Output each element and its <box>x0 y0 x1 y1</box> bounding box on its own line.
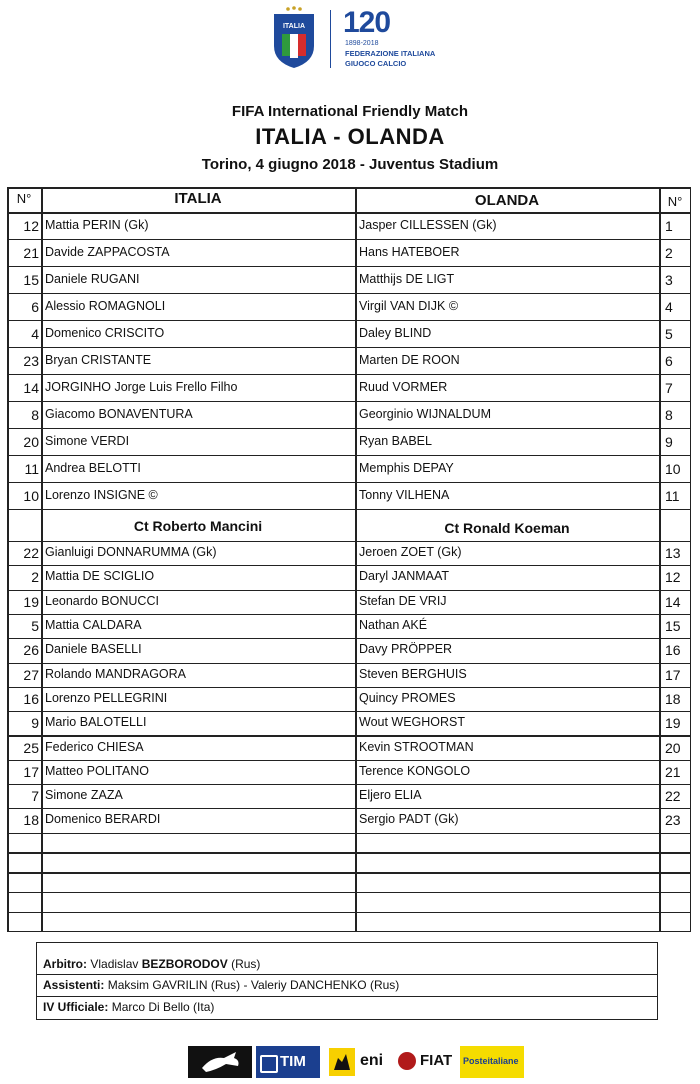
olanda-player-number: 7 <box>665 379 673 396</box>
crest-text: ITALIA <box>282 23 306 30</box>
italy-player-name: Simone VERDI <box>45 433 130 448</box>
olanda-player-name: Tonny VILHENA <box>359 487 450 502</box>
officials-box <box>36 942 658 1020</box>
table-row-line <box>7 455 691 456</box>
table-row-line <box>7 711 691 712</box>
olanda-player-name: Memphis DEPAY <box>359 460 454 475</box>
table-row-line <box>7 401 691 402</box>
olanda-player-number: 11 <box>665 487 680 504</box>
eni-text: eni <box>360 1052 384 1069</box>
olanda-player-name: Eljero ELIA <box>359 788 422 803</box>
olanda-player-number: 5 <box>665 325 673 342</box>
italy-player-number: 25 <box>23 739 39 756</box>
olanda-player-name: Daryl JANMAAT <box>359 569 450 584</box>
italy-player-number: 18 <box>23 812 39 829</box>
italy-player-name: Federico CHIESA <box>45 739 144 754</box>
federation-line2: GIUOCO CALCIO <box>345 59 407 68</box>
table-coach-line <box>7 541 691 542</box>
italy-player-name: Domenico BERARDI <box>45 812 161 827</box>
olanda-player-number: 9 <box>665 433 673 450</box>
competition-title: FIFA International Friendly Match <box>231 103 469 120</box>
poste-text: Posteitaliane <box>463 1056 519 1066</box>
olanda-player-number: 2 <box>665 244 673 261</box>
anniversary-number: 120 <box>343 6 391 39</box>
table-row-line <box>7 347 691 348</box>
italy-player-name: Mattia CALDARA <box>45 618 142 633</box>
team-right-header: OLANDA <box>474 192 540 209</box>
italy-player-number: 6 <box>31 298 39 315</box>
italy-player-number: 17 <box>23 763 39 780</box>
italy-player-name: Giacomo BONAVENTURA <box>45 406 193 421</box>
referee-row <box>43 957 260 971</box>
italy-player-number: 2 <box>31 569 39 586</box>
olanda-player-number: 4 <box>665 298 673 315</box>
eni-dog-icon <box>328 1046 356 1078</box>
olanda-player-name: Matthijs DE LIGT <box>359 271 455 286</box>
olanda-player-number: 17 <box>665 666 681 683</box>
team-left-header: ITALIA <box>174 190 222 207</box>
fourth-official-value: Marco Di Bello (Ita) <box>111 1000 215 1014</box>
referee-surname: BEZBORODOV <box>141 957 228 971</box>
federation-line1: FEDERAZIONE ITALIANA <box>345 49 436 58</box>
olanda-player-number: 19 <box>665 715 681 732</box>
assistants-label: Assistenti: <box>43 978 105 992</box>
olanda-player-name: Davy PRÖPPER <box>359 642 453 657</box>
italy-player-number: 19 <box>23 593 39 610</box>
referee-country: (Rus) <box>231 957 261 971</box>
olanda-player-name: Georginio WIJNALDUM <box>359 406 491 421</box>
italy-player-number: 23 <box>23 352 39 369</box>
italy-player-number: 14 <box>23 379 39 396</box>
italy-player-number: 12 <box>23 217 39 234</box>
olanda-player-number: 23 <box>665 812 681 829</box>
olanda-player-number: 13 <box>665 545 681 562</box>
italy-player-name: Bryan CRISTANTE <box>45 352 152 367</box>
officials-divider <box>37 974 657 975</box>
table-column-line <box>659 187 661 932</box>
italy-player-name: Gianluigi DONNARUMMA (Gk) <box>45 545 217 560</box>
table-row-line <box>7 833 691 834</box>
table-row-line <box>7 735 691 736</box>
num-header-left: N° <box>16 191 32 206</box>
italy-player-name: Leonardo BONUCCI <box>45 593 159 608</box>
italy-player-name: Simone ZAZA <box>45 788 123 803</box>
table-row-line <box>7 428 691 429</box>
olanda-player-number: 14 <box>665 593 681 610</box>
puma-logo <box>188 1046 252 1078</box>
table-row-line <box>7 565 691 566</box>
olanda-player-number: 16 <box>665 642 681 659</box>
table-header-line <box>7 212 691 214</box>
italy-player-name: Mattia PERIN (Gk) <box>45 217 149 232</box>
italy-player-name: Mario BALOTELLI <box>45 715 147 730</box>
olanda-player-number: 12 <box>665 569 681 586</box>
olanda-player-name: Stefan DE VRIJ <box>359 593 447 608</box>
table-row-line <box>7 509 691 510</box>
italy-player-name: Lorenzo INSIGNE © <box>45 487 158 502</box>
olanda-player-name: Marten DE ROON <box>359 352 460 367</box>
olanda-player-name: Terence KONGOLO <box>359 763 471 778</box>
table-row-line <box>7 872 691 873</box>
table-row-line <box>7 663 691 664</box>
italy-player-number: 4 <box>31 325 39 342</box>
italy-player-name: Daniele BASELLI <box>45 642 142 657</box>
table-column-line <box>41 187 43 932</box>
italy-player-number: 7 <box>31 788 39 805</box>
assistants-value: Maksim GAVRILIN (Rus) - Valeriy DANCHENKO (Rus) <box>107 978 400 992</box>
italy-player-name: JORGINHO Jorge Luis Frello Filho <box>45 379 238 394</box>
italy-player-name: Daniele RUGANI <box>45 271 140 286</box>
officials-divider <box>37 996 657 997</box>
table-border-top <box>7 187 691 189</box>
italy-player-name: Rolando MANDRAGORA <box>45 666 187 681</box>
italy-player-number: 22 <box>23 545 39 562</box>
olanda-player-number: 8 <box>665 406 673 423</box>
eni-logo <box>326 1046 390 1078</box>
olanda-player-name: Quincy PROMES <box>359 690 456 705</box>
table-row-line <box>7 912 691 913</box>
table-row-line <box>7 638 691 639</box>
table-row-line <box>7 320 691 321</box>
table-row-line <box>7 482 691 483</box>
italy-player-name: Domenico CRISCITO <box>45 325 165 340</box>
italy-player-number: 8 <box>31 406 39 423</box>
italy-player-name: Mattia DE SCIGLIO <box>45 569 155 584</box>
table-row-line <box>7 293 691 294</box>
poste-logo <box>460 1046 524 1078</box>
sponsor-bar <box>0 1046 700 1082</box>
olanda-player-number: 22 <box>665 788 681 805</box>
italy-player-number: 11 <box>24 460 39 477</box>
anniversary-logo <box>343 6 439 70</box>
italy-player-name: Davide ZAPPACOSTA <box>45 244 170 259</box>
match-title: ITALIA - OLANDA <box>255 124 445 149</box>
olanda-player-number: 20 <box>665 739 681 756</box>
italy-player-number: 27 <box>23 666 39 683</box>
table-row-line <box>7 852 691 853</box>
italy-player-number: 9 <box>31 715 39 732</box>
logo-divider <box>330 10 331 68</box>
italy-player-number: 21 <box>23 244 39 261</box>
table-row-line <box>7 760 691 761</box>
figc-crest-logo <box>271 4 317 70</box>
referee-label: Arbitro: <box>43 957 87 971</box>
italy-player-name: Lorenzo PELLEGRINI <box>45 690 168 705</box>
tim-logo <box>256 1046 320 1078</box>
olanda-player-number: 1 <box>665 217 673 234</box>
olanda-player-name: Jasper CILLESSEN (Gk) <box>359 217 497 232</box>
italy-player-number: 15 <box>23 271 39 288</box>
olanda-player-name: Ruud VORMER <box>359 379 448 394</box>
fourth-official-row <box>43 1000 214 1014</box>
olanda-player-number: 15 <box>665 618 681 635</box>
puma-cat-icon <box>188 1046 252 1078</box>
coach-right: Ct Ronald Koeman <box>444 520 570 536</box>
olanda-player-number: 21 <box>665 763 681 780</box>
italy-player-number: 16 <box>23 690 39 707</box>
italy-player-number: 26 <box>23 642 39 659</box>
table-row-line <box>7 266 691 267</box>
olanda-player-name: Jeroen ZOET (Gk) <box>359 545 462 560</box>
table-row-line <box>7 808 691 809</box>
table-row-line <box>7 239 691 240</box>
coach-left: Ct Roberto Mancini <box>133 518 263 534</box>
table-row-line <box>7 374 691 375</box>
italy-player-name: Matteo POLITANO <box>45 763 149 778</box>
table-row-line <box>7 590 691 591</box>
fiat-badge-icon <box>398 1052 416 1070</box>
venue-line: Torino, 4 giugno 2018 - Juventus Stadium <box>201 156 499 173</box>
tim-grid-icon <box>260 1055 278 1073</box>
olanda-player-name: Virgil VAN DIJK © <box>359 298 459 313</box>
table-row-line <box>7 892 691 893</box>
fiat-text: FIAT <box>420 1052 453 1069</box>
italy-player-number: 5 <box>31 618 39 635</box>
olanda-player-name: Wout WEGHORST <box>359 715 466 730</box>
table-column-line <box>355 187 357 932</box>
italy-player-name: Andrea BELOTTI <box>45 460 141 475</box>
num-header-right: N° <box>667 194 683 209</box>
referee-name: Vladislav <box>90 957 139 971</box>
olanda-player-number: 10 <box>665 460 681 477</box>
olanda-player-name: Daley BLIND <box>359 325 432 340</box>
anniversary-years: 1898-2018 <box>345 40 379 47</box>
olanda-player-number: 18 <box>665 690 681 707</box>
fourth-official-label: IV Ufficiale: <box>43 1000 109 1014</box>
olanda-player-name: Kevin STROOTMAN <box>359 739 474 754</box>
assistants-row <box>43 978 399 992</box>
italy-player-number: 10 <box>23 487 39 504</box>
table-row-line <box>7 687 691 688</box>
olanda-player-name: Nathan AKÉ <box>359 618 428 633</box>
olanda-player-name: Sergio PADT (Gk) <box>359 812 459 827</box>
table-row-line <box>7 784 691 785</box>
italy-player-name: Alessio ROMAGNOLI <box>45 298 166 313</box>
olanda-player-name: Steven BERGHUIS <box>359 666 467 681</box>
italy-player-number: 20 <box>23 433 39 450</box>
olanda-player-number: 6 <box>665 352 673 369</box>
table-row-line <box>7 614 691 615</box>
fiat-logo <box>396 1046 456 1078</box>
lineup-table <box>7 187 691 932</box>
olanda-player-name: Hans HATEBOER <box>359 244 460 259</box>
olanda-player-number: 3 <box>665 271 673 288</box>
tim-text: TIM <box>280 1053 306 1070</box>
olanda-player-name: Ryan BABEL <box>359 433 432 448</box>
table-border-bottom <box>7 931 691 933</box>
